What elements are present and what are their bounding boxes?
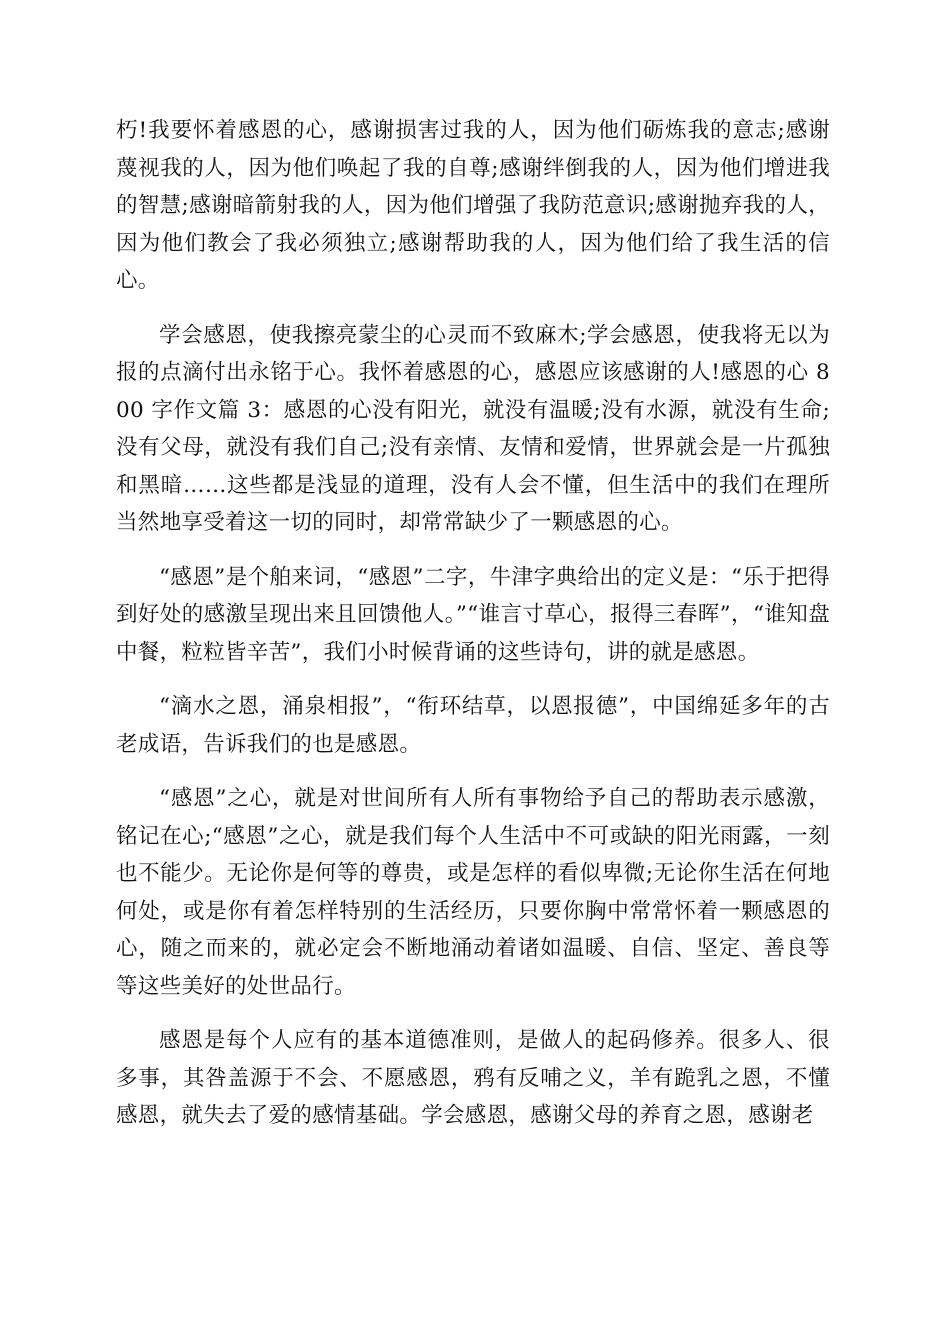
paragraph-4: “滴水之恩，涌泉相报”，“衔环结草，以恩报德”，中国绵延多年的古老成语，告诉我们的也是感恩。 (116, 694, 830, 757)
paragraph-5: “感恩”之心，就是对世间所有人所有事物给予自己的帮助表示感激，铭记在心;“感恩”之心，就是我们每个人生活中不可或缺的阳光雨露，一刻也不能少。无论你是何等的尊贵，或是怎样的看似卑微;无论你生活在何地何处，或是你有着怎样特别的生活经历，只要你胸中常常怀着一颗感恩的心，随之而来的，就必定会不断地涌动着诸如温暖、自信、坚定、善良等等这些美好的处世品行。 (116, 786, 830, 999)
paragraph-3: “感恩”是个舶来词，“感恩”二字，牛津字典给出的定义是：“乐于把得到好处的感激呈现出来且回馈他人。”“谁言寸草心，报得三春晖”，“谁知盘中餐，粒粒皆辛苦”，我们小时候背诵的这些诗句，讲的就是感恩。 (116, 564, 830, 665)
paragraph-1: 朽!我要怀着感恩的心，感谢损害过我的人，因为他们砺炼我的意志;感谢蔑视我的人，因为他们唤起了我的自尊;感谢绊倒我的人，因为他们增进我的智慧;感谢暗箭射我的人，因为他们增强了我防范意识;感谢抛弃我的人，因为他们教会了我必须独立;感谢帮助我的人，因为他们给了我生活的信心。 (116, 118, 830, 293)
paragraph-6: 感恩是每个人应有的基本道德准则，是做人的起码修养。很多人、很多事，其咎盖源于不会、不愿感恩，鸦有反哺之义，羊有跪乳之恩，不懂感恩，就失去了爱的感情基础。学会感恩，感谢父母的养育之恩，感谢老 (116, 1028, 830, 1128)
paragraph-2: 学会感恩，使我擦亮蒙尘的心灵而不致麻木;学会感恩，使我将无以为报的点滴付出永铭于心。我怀着感恩的心，感恩应该感谢的人!感恩的心 800 字作文篇 3：感恩的心没有阳光，就没有温暖;没有水源，就没有生命;没有父母，就没有我们自己;没有亲情、友情和爱情，世界就会是一片孤独和黑暗……这些都是浅显的道理，没有人会不懂，但生活中的我们在理所当然地享受着这一切的同时，却常常缺少了一颗感恩的心。 (116, 322, 830, 535)
